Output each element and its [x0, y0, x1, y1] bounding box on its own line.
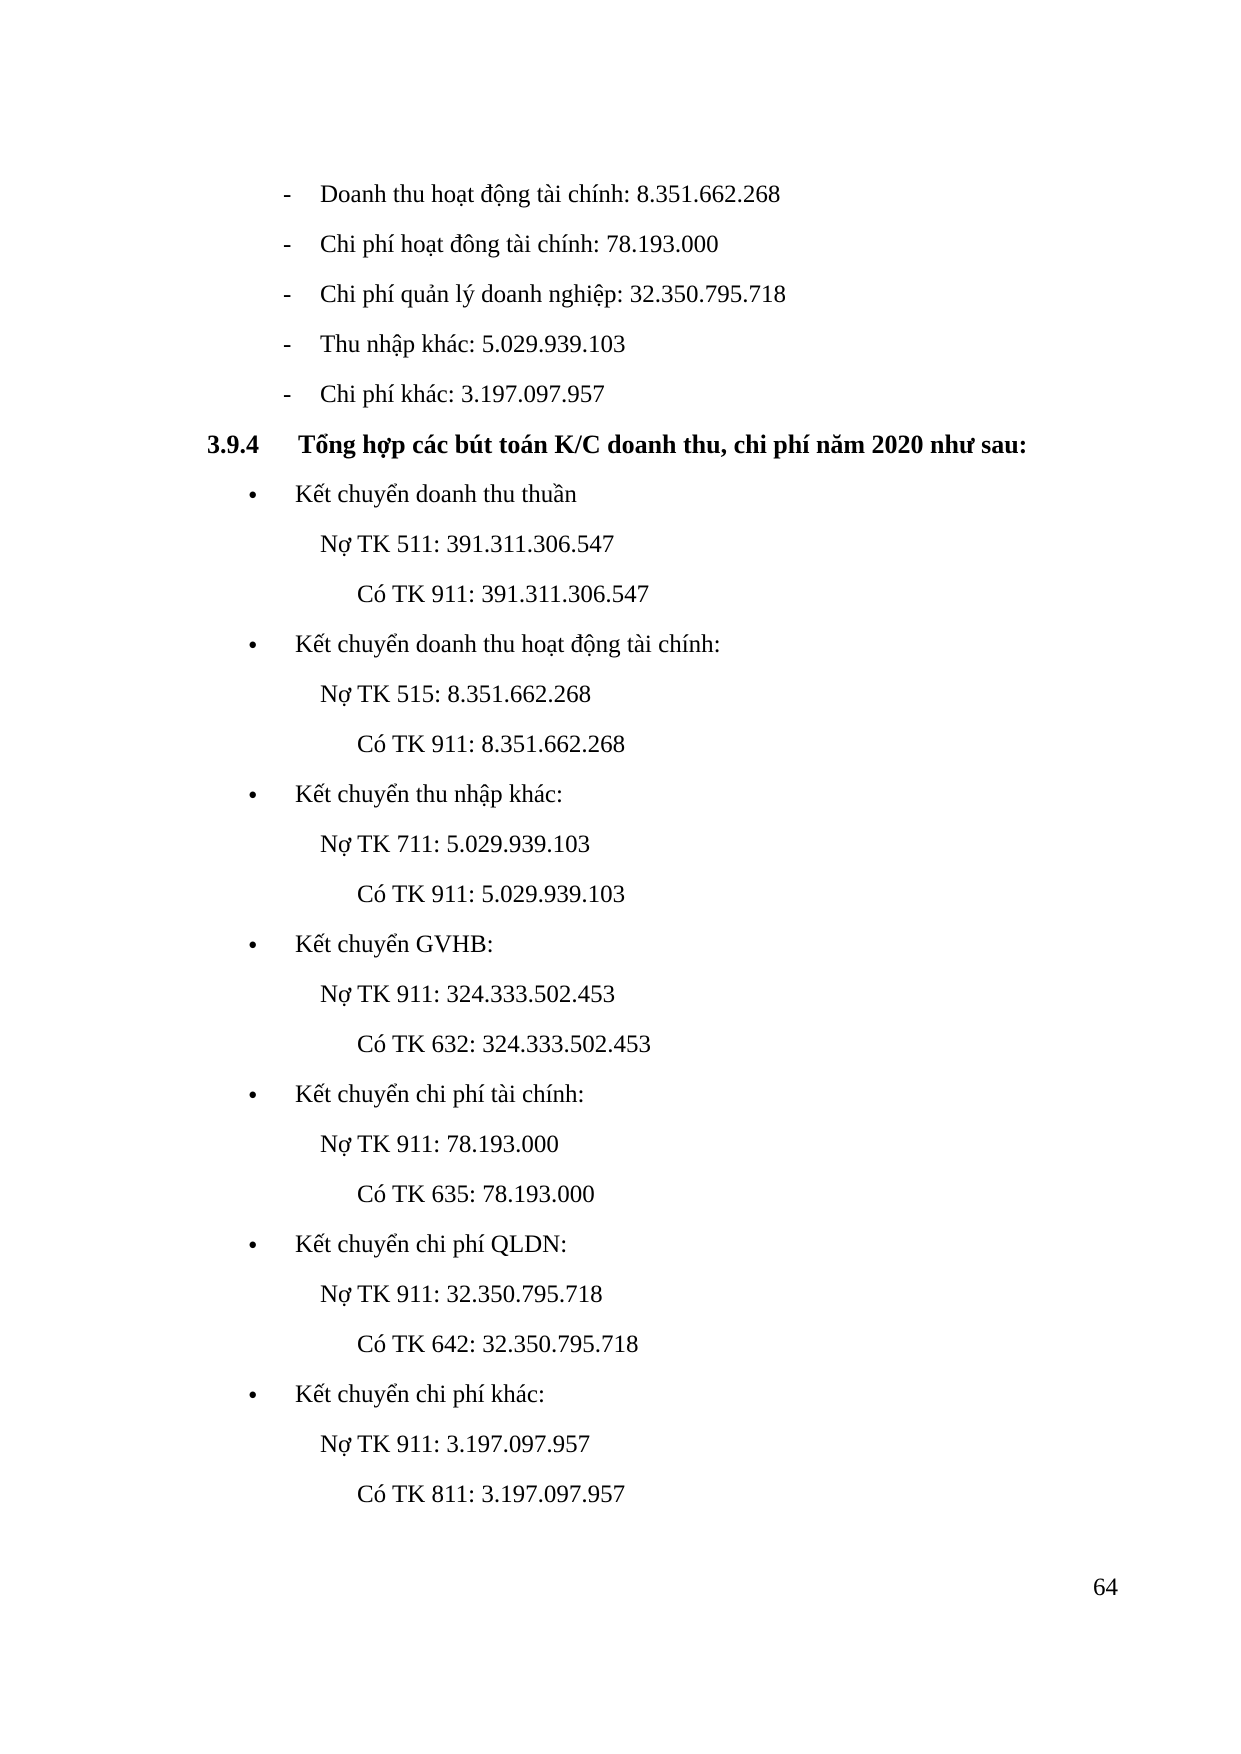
- entry-debit-line: [0, 520, 1241, 570]
- entry-label-line: [0, 620, 1241, 670]
- entry-credit-line: [0, 870, 1241, 920]
- list-item-text: Doanh thu hoạt động tài chính: 8.351.662.268: [320, 181, 781, 208]
- dash-marker: -: [283, 381, 292, 408]
- list-item: [0, 270, 1241, 320]
- entry-debit-line: [0, 970, 1241, 1020]
- entry-credit-line: [0, 570, 1241, 620]
- credit-text: Có TK 642: 32.350.795.718: [357, 1331, 639, 1358]
- page-number: 64: [1093, 1574, 1118, 1601]
- entry-credit-line: [0, 1320, 1241, 1370]
- section-number: 3.9.4: [207, 430, 259, 459]
- dash-marker: -: [283, 181, 292, 208]
- list-item: [0, 170, 1241, 220]
- entry-label-line: [0, 920, 1241, 970]
- entry-debit-line: [0, 670, 1241, 720]
- entry-label: Kết chuyển thu nhập khác:: [295, 781, 563, 808]
- list-item: [0, 370, 1241, 420]
- entry-label-line: [0, 1370, 1241, 1420]
- entry-label: Kết chuyển doanh thu thuần: [295, 481, 577, 508]
- entry-credit-line: [0, 720, 1241, 770]
- list-item-text: Chi phí hoạt đông tài chính: 78.193.000: [320, 231, 719, 258]
- entry-credit-line: [0, 1470, 1241, 1520]
- entry-credit-line: [0, 1170, 1241, 1220]
- entry-label: Kết chuyển chi phí QLDN:: [295, 1231, 568, 1258]
- entry-label: Kết chuyển chi phí tài chính:: [295, 1081, 585, 1108]
- bullet-marker: •: [248, 630, 258, 660]
- bullet-marker: •: [248, 1230, 258, 1260]
- entry-debit-line: [0, 1420, 1241, 1470]
- page-content: [0, 170, 1241, 1520]
- credit-text: Có TK 811: 3.197.097.957: [357, 1481, 626, 1508]
- entry-label: Kết chuyển GVHB:: [295, 931, 494, 958]
- credit-text: Có TK 911: 391.311.306.547: [357, 581, 650, 608]
- entry-debit-line: [0, 820, 1241, 870]
- entry-debit-line: [0, 1270, 1241, 1320]
- list-item-text: Chi phí khác: 3.197.097.957: [320, 381, 605, 408]
- entry-label-line: [0, 1220, 1241, 1270]
- bullet-marker: •: [248, 480, 258, 510]
- list-item: [0, 220, 1241, 270]
- bullet-marker: •: [248, 780, 258, 810]
- entry-debit-line: [0, 1120, 1241, 1170]
- credit-text: Có TK 632: 324.333.502.453: [357, 1031, 651, 1058]
- bullet-marker: •: [248, 930, 258, 960]
- bullet-marker: •: [248, 1080, 258, 1110]
- list-item: [0, 320, 1241, 370]
- dash-marker: -: [283, 331, 292, 358]
- entry-credit-line: [0, 1020, 1241, 1070]
- dash-marker: -: [283, 281, 292, 308]
- entry-label-line: [0, 470, 1241, 520]
- debit-text: Nợ TK 511: 391.311.306.547: [320, 531, 615, 558]
- entry-label: Kết chuyển chi phí khác:: [295, 1381, 545, 1408]
- entry-label-line: [0, 1070, 1241, 1120]
- list-item-text: Thu nhập khác: 5.029.939.103: [320, 331, 626, 358]
- dash-marker: -: [283, 231, 292, 258]
- debit-text: Nợ TK 911: 78.193.000: [320, 1131, 559, 1158]
- credit-text: Có TK 911: 5.029.939.103: [357, 881, 626, 908]
- debit-text: Nợ TK 711: 5.029.939.103: [320, 831, 591, 858]
- section-title: Tổng hợp các bút toán K/C doanh thu, chi phí năm 2020 như sau:: [298, 430, 1028, 459]
- debit-text: Nợ TK 911: 32.350.795.718: [320, 1281, 603, 1308]
- entry-label-line: [0, 770, 1241, 820]
- credit-text: Có TK 911: 8.351.662.268: [357, 731, 626, 758]
- bullet-marker: •: [248, 1380, 258, 1410]
- list-item-text: Chi phí quản lý doanh nghiệp: 32.350.795.718: [320, 281, 786, 308]
- debit-text: Nợ TK 911: 3.197.097.957: [320, 1431, 591, 1458]
- section-heading: [0, 420, 1241, 470]
- entry-label: Kết chuyển doanh thu hoạt động tài chính:: [295, 631, 721, 658]
- credit-text: Có TK 635: 78.193.000: [357, 1181, 595, 1208]
- debit-text: Nợ TK 911: 324.333.502.453: [320, 981, 616, 1008]
- debit-text: Nợ TK 515: 8.351.662.268: [320, 681, 592, 708]
